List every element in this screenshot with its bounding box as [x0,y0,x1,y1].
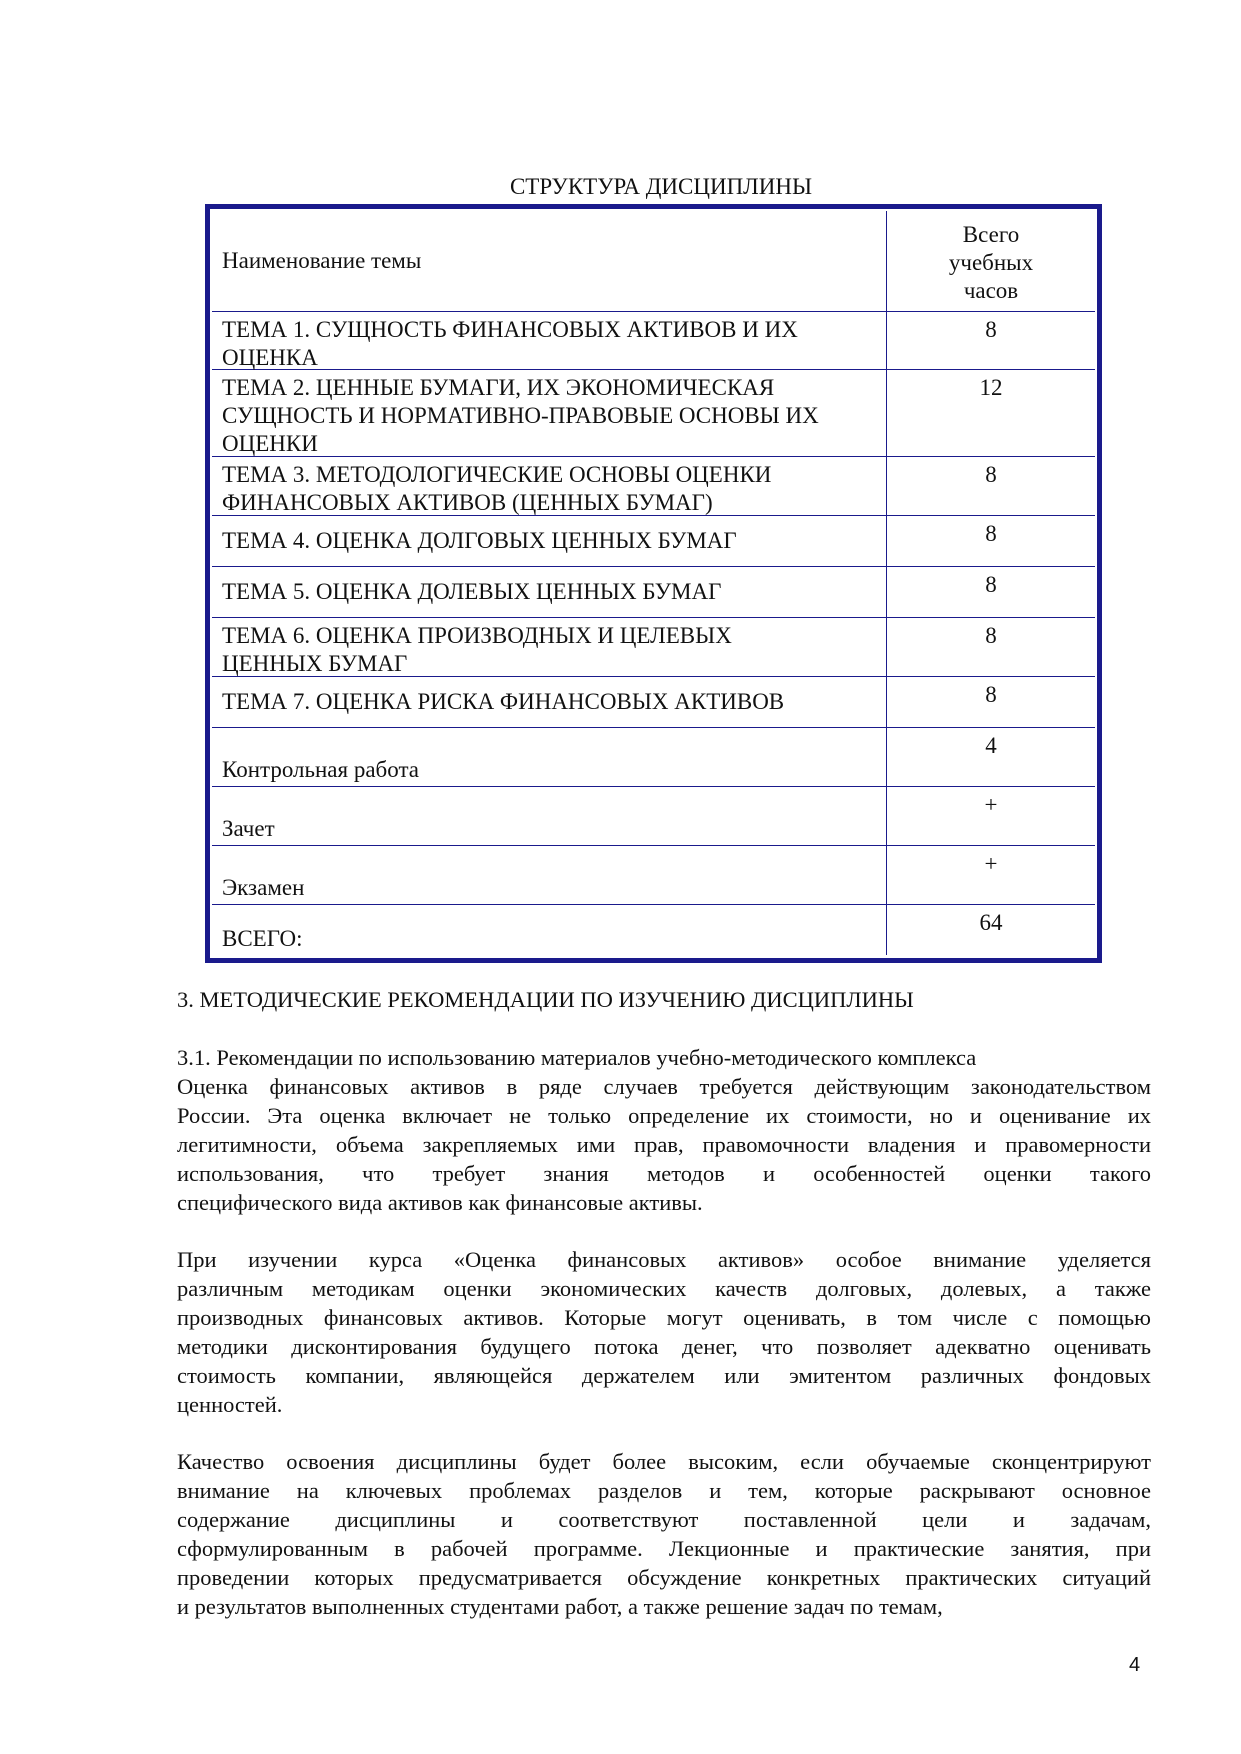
paragraph-line: специфического вида активов как финансовые активы. [177,1190,703,1215]
table-row [212,567,1095,618]
topic-name-line: ТЕМА 5. ОЦЕНКА ДОЛЕВЫХ ЦЕННЫХ БУМАГ [222,579,722,604]
header-hours-line: учебных [948,250,1034,275]
topic-name-line: ТЕМА 4. ОЦЕНКА ДОЛГОВЫХ ЦЕННЫХ БУМАГ [222,528,737,553]
topic-name-cell [212,728,887,786]
page-number: 4 [1129,1654,1141,1676]
table-row [212,618,1095,677]
paragraph-line: методики дисконтирования будущего потока денег, что позволяет адекватно оценивать [177,1334,1151,1359]
table-row [212,905,1095,955]
hours-cell: 8 [985,317,997,342]
paragraph-2 [177,1245,1151,1419]
topic-name-line: ОЦЕНКА [222,345,318,370]
paragraph-line: содержание дисциплины и соответствуют поставленной цели и задачам, [177,1507,1151,1532]
paragraph-line: внимание на ключевых проблемах разделов и тем, которые раскрывают основное [177,1478,1151,1503]
paragraph-line: ценностей. [177,1392,283,1417]
paragraph-line: При изучении курса «Оценка финансовых активов» особое внимание уделяется [177,1247,1151,1272]
topic-name-line: ОЦЕНКИ [222,431,318,456]
topic-name-line: ТЕМА 2. ЦЕННЫЕ БУМАГИ, ИХ ЭКОНОМИЧЕСКАЯ [222,375,775,400]
hours-cell: 8 [985,521,997,546]
hours-cell: 8 [985,462,997,487]
table-header-row [212,211,1095,312]
table-row [212,312,1095,370]
topic-name-cell [212,677,887,727]
table-row [212,787,1095,846]
topic-name-cell [212,846,887,904]
header-topic-name [212,211,887,311]
paragraph-1 [177,1072,1151,1217]
section-subheading: 3.1. Рекомендации по использованию материалов учебно-методического комплекса [177,1045,977,1070]
hours-cell: 8 [985,682,997,707]
section-heading: 3. МЕТОДИЧЕСКИЕ РЕКОМЕНДАЦИИ ПО ИЗУЧЕНИЮ ДИСЦИПЛИНЫ [177,987,914,1012]
topic-name-line: ВСЕГО: [222,926,303,951]
topic-name-cell [212,370,887,456]
topic-name-line: ТЕМА 6. ОЦЕНКА ПРОИЗВОДНЫХ И ЦЕЛЕВЫХ [222,623,732,648]
table-row [212,370,1095,457]
paragraph-line: различным методикам оценки экономических качеств долговых, долевых, а также [177,1276,1151,1301]
paragraph-line: и результатов выполненных студентами работ, а также решение задач по темам, [177,1594,943,1619]
topic-name-line: Экзамен [222,875,305,900]
header-topic-name-text: Наименование темы [222,248,422,273]
hours-cell: 64 [979,910,1003,935]
table-row [212,516,1095,567]
topic-name-cell [212,618,887,676]
topic-name-line: Зачет [222,816,275,841]
paragraph-line: сформулированным в рабочей программе. Лекционные и практические занятия, при [177,1536,1151,1561]
structure-table [205,204,1102,963]
table-row [212,457,1095,516]
hours-cell: 12 [979,375,1003,400]
paragraph-line: Качество освоения дисциплины будет более высоким, если обучаемые сконцентрируют [177,1449,1151,1474]
topic-name-cell [212,787,887,845]
paragraph-line: Оценка финансовых активов в ряде случаев требуется действующим законодательством [177,1074,1151,1099]
paragraph-line: стоимость компании, являющейся держателем или эмитентом различных фондовых [177,1363,1151,1388]
paragraph-line: легитимности, объема закрепляемых ими прав, правомочности владения и правомерности [177,1132,1151,1157]
topic-name-cell [212,312,887,369]
hours-cell: + [984,851,998,876]
paragraph-3 [177,1447,1151,1621]
topic-name-line: ФИНАНСОВЫХ АКТИВОВ (ЦЕННЫХ БУМАГ) [222,490,713,515]
hours-cell: 8 [985,623,997,648]
hours-cell: + [984,792,998,817]
header-hours-line: Всего [962,222,1020,247]
topic-name-line: ТЕМА 1. СУЩНОСТЬ ФИНАНСОВЫХ АКТИВОВ И ИХ [222,317,798,342]
table-row [212,846,1095,905]
paragraph-line: проведении которых предусматривается обсуждение конкретных практических ситуаций [177,1565,1151,1590]
topic-name-line: ЦЕННЫХ БУМАГ [222,651,408,676]
paragraph-line: использования, что требует знания методов и особенностей оценки такого [177,1161,1151,1186]
topic-name-line: ТЕМА 7. ОЦЕНКА РИСКА ФИНАНСОВЫХ АКТИВОВ [222,689,785,714]
topic-name-cell [212,516,887,566]
topic-name-line: Контрольная работа [222,757,419,782]
paragraph-line: России. Эта оценка включает не только определение их стоимости, но и оценивание их [177,1103,1151,1128]
paragraph-line: производных финансовых активов. Которые могут оценивать, в том числе с помощью [177,1305,1151,1330]
header-hours-line: часов [963,278,1019,303]
table-row [212,728,1095,787]
table-row [212,677,1095,728]
table-title: СТРУКТУРА ДИСЦИПЛИНЫ [509,174,813,199]
header-total-hours [887,211,1095,311]
topic-name-cell [212,457,887,515]
topic-name-line: СУЩНОСТЬ И НОРМАТИВНО-ПРАВОВЫЕ ОСНОВЫ ИХ [222,403,819,428]
hours-cell: 4 [985,733,997,758]
topic-name-line: ТЕМА 3. МЕТОДОЛОГИЧЕСКИЕ ОСНОВЫ ОЦЕНКИ [222,462,772,487]
topic-name-cell [212,905,887,955]
hours-cell: 8 [985,572,997,597]
topic-name-cell [212,567,887,617]
